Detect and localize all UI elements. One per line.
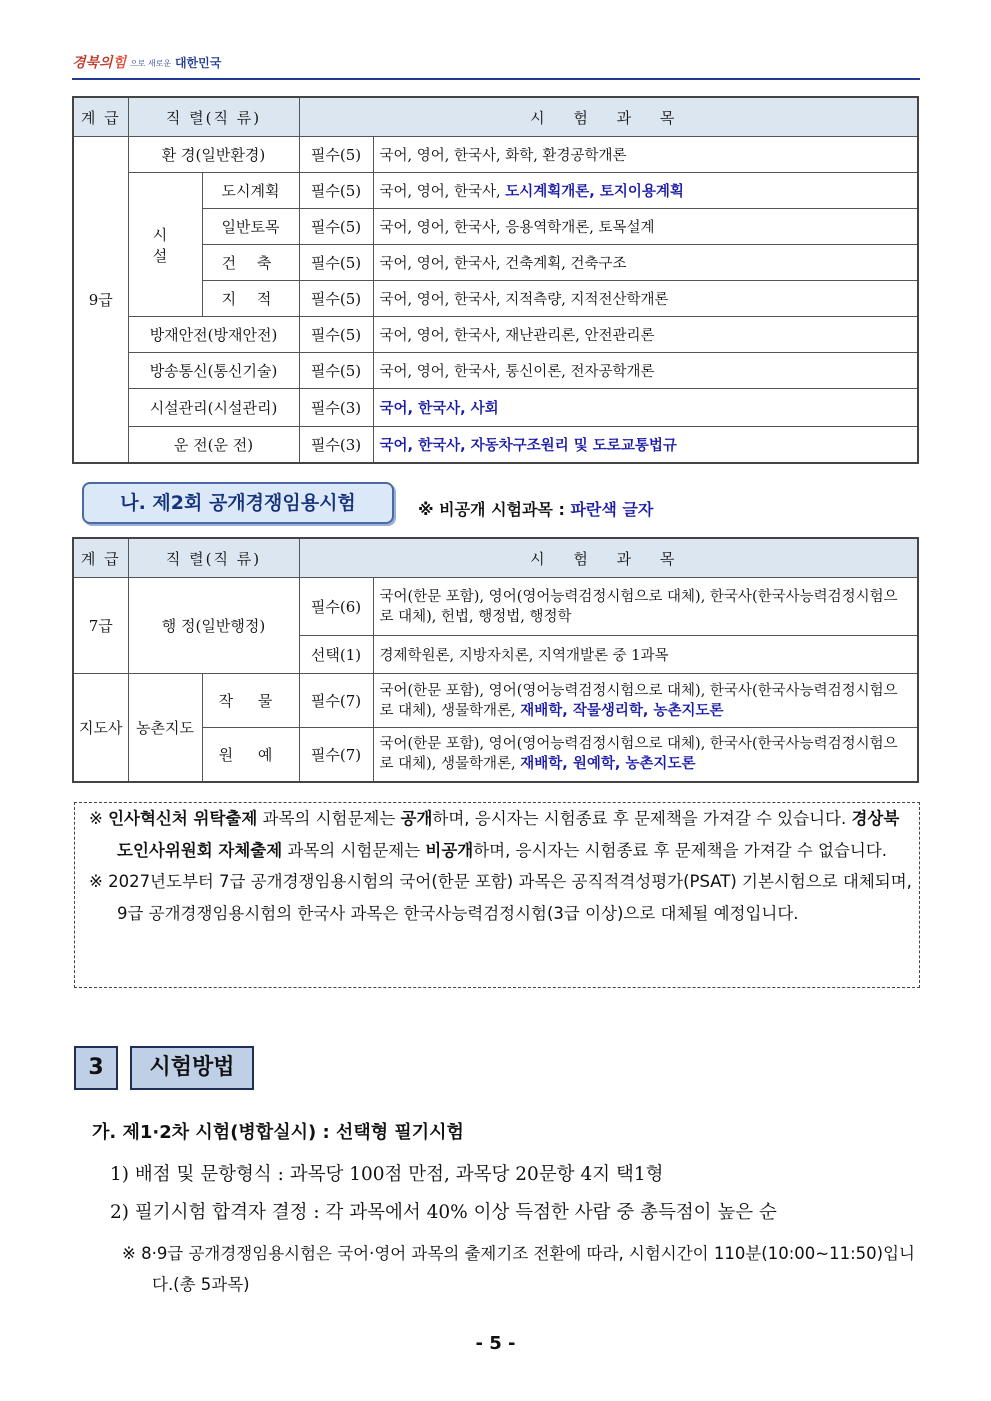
series-cell: 도시계획 — [202, 173, 299, 209]
method-item-2: 2) 필기시험 합격자 결정 : 각 과목에서 40% 이상 득점한 사람 중 총득점이 높은 순 — [110, 1202, 777, 1223]
legend-note: ※ 비공개 시험과목 : 파란색 글자 — [418, 500, 654, 519]
series-cell: 일반토목 — [202, 209, 299, 245]
sub-series-cell: 원 예 — [202, 728, 299, 782]
notice-paragraph-2: ※ 2027년도부터 7급 공개경쟁임용시험의 국어(한문 포함) 과목은 공직적격성평가(PSAT) 기본시험으로 대체되며, 9급 공개경쟁임용시험의 한국사 과목은 한국사능력검정시험(3급 이상)으로 대체될 예정입니다. — [89, 872, 912, 923]
subject-cell: 국어(한문 포함), 영어(영어능력검정시험으로 대체), 한국사(한국사능력검정시험으로 대체), 헌법, 행정법, 행정학 — [373, 578, 918, 636]
subject-cell: 국어, 영어, 한국사, 응용역학개론, 토목설계 — [373, 209, 918, 245]
subsection-title: 가. 제1·2차 시험(병합실시) : 선택형 필기시험 — [92, 1122, 464, 1143]
req-cell: 필수(7) — [299, 728, 373, 782]
logo — [72, 52, 221, 72]
sub-series-cell: 작 물 — [202, 674, 299, 728]
section-number: 3 — [74, 1046, 118, 1090]
req-cell: 필수(5) — [299, 353, 373, 389]
grade-cell: 9급 — [73, 137, 128, 463]
req-cell: 필수(5) — [299, 281, 373, 317]
series-cell: 방송통신(통신기술) — [128, 353, 299, 389]
section-title: 시험방법 — [130, 1046, 254, 1090]
logo-text-3: 으로 새로운 — [129, 58, 172, 68]
series-cell: 방재안전(방재안전) — [128, 317, 299, 353]
subject-cell: 국어, 영어, 한국사, 건축계획, 건축구조 — [373, 245, 918, 281]
header-divider — [72, 78, 920, 80]
notice-box — [74, 802, 920, 988]
header-grade: 계 급 — [73, 538, 128, 578]
subject-cell: 국어, 영어, 한국사, 화학, 환경공학개론 — [373, 137, 918, 173]
req-cell: 필수(5) — [299, 209, 373, 245]
subject-cell: 국어, 한국사, 사회 — [373, 389, 918, 427]
series-cell: 환 경(일반환경) — [128, 137, 299, 173]
exam-table-1 — [72, 96, 919, 464]
logo-text-2: 힘 — [112, 55, 127, 71]
req-cell: 필수(7) — [299, 674, 373, 728]
page-number: - 5 - — [475, 1333, 516, 1354]
grade7-cell: 7급 — [73, 578, 128, 674]
header-subjects: 시 험 과 목 — [299, 538, 918, 578]
series-cell: 지 적 — [202, 281, 299, 317]
grade-jidosa-cell: 지도사 — [73, 674, 128, 782]
group-sisul-cell: 시 설 — [128, 173, 202, 317]
header-subjects: 시 험 과 목 — [299, 97, 918, 137]
subject-cell: 국어, 영어, 한국사, 도시계획개론, 토지이용계획 — [373, 173, 918, 209]
header-series: 직 렬(직 류) — [128, 538, 299, 578]
req-cell: 필수(3) — [299, 389, 373, 427]
series-cell: 건 축 — [202, 245, 299, 281]
section-na-title: 나. 제2회 공개경쟁임용시험 — [82, 482, 394, 524]
subject-cell: 국어(한문 포함), 영어(영어능력검정시험으로 대체), 한국사(한국사능력검정시험으로 대체), 생물학개론, 재배학, 작물생리학, 농촌지도론 — [373, 674, 918, 728]
header-series: 직 렬(직 류) — [128, 97, 299, 137]
series-cell: 운 전(운 전) — [128, 427, 299, 463]
logo-text-1: 경북의 — [72, 55, 113, 71]
req-cell: 필수(5) — [299, 317, 373, 353]
subject-cell: 국어, 영어, 한국사, 지적측량, 지적전산학개론 — [373, 281, 918, 317]
series-jido-cell: 농촌지도 — [128, 674, 202, 782]
req-cell: 필수(5) — [299, 245, 373, 281]
series-cell: 시설관리(시설관리) — [128, 389, 299, 427]
subject-cell: 국어, 영어, 한국사, 재난관리론, 안전관리론 — [373, 317, 918, 353]
series7-cell: 행 정(일반행정) — [128, 578, 299, 674]
logo-text-4: 대한민국 — [174, 56, 222, 70]
req-cell: 필수(6) — [299, 578, 373, 636]
subject-cell: 경제학원론, 지방자치론, 지역개발론 중 1과목 — [373, 636, 918, 674]
req-cell: 필수(3) — [299, 427, 373, 463]
method-item-1: 1) 배점 및 문항형식 : 과목당 100점 만점, 과목당 20문항 4지 택1형 — [110, 1164, 664, 1185]
notice-paragraph-1: ※ 인사혁신처 위탁출제 과목의 시험문제는 공개하며, 응시자는 시험종료 후 문제책을 가져갈 수 있습니다. 경상북도인사위원회 자체출제 과목의 시험문제는 비공개하며, 응시자는 시험종료 후 문제책을 가져갈 수 없습니다. — [89, 809, 900, 860]
req-cell: 필수(5) — [299, 137, 373, 173]
exam-table-2 — [72, 537, 919, 783]
sel-cell: 선택(1) — [299, 636, 373, 674]
header-grade: 계 급 — [73, 97, 128, 137]
method-note: ※ 8·9급 공개경쟁임용시험은 국어·영어 과목의 출제기조 전환에 따라, 시험시간이 110분(10:00~11:50)입니다.(총 5과목) — [122, 1244, 915, 1294]
subject-cell: 국어, 한국사, 자동차구조원리 및 도로교통법규 — [373, 427, 918, 463]
subject-cell: 국어, 영어, 한국사, 통신이론, 전자공학개론 — [373, 353, 918, 389]
subject-cell: 국어(한문 포함), 영어(영어능력검정시험으로 대체), 한국사(한국사능력검정시험으로 대체), 생물학개론, 재배학, 원예학, 농촌지도론 — [373, 728, 918, 782]
req-cell: 필수(5) — [299, 173, 373, 209]
